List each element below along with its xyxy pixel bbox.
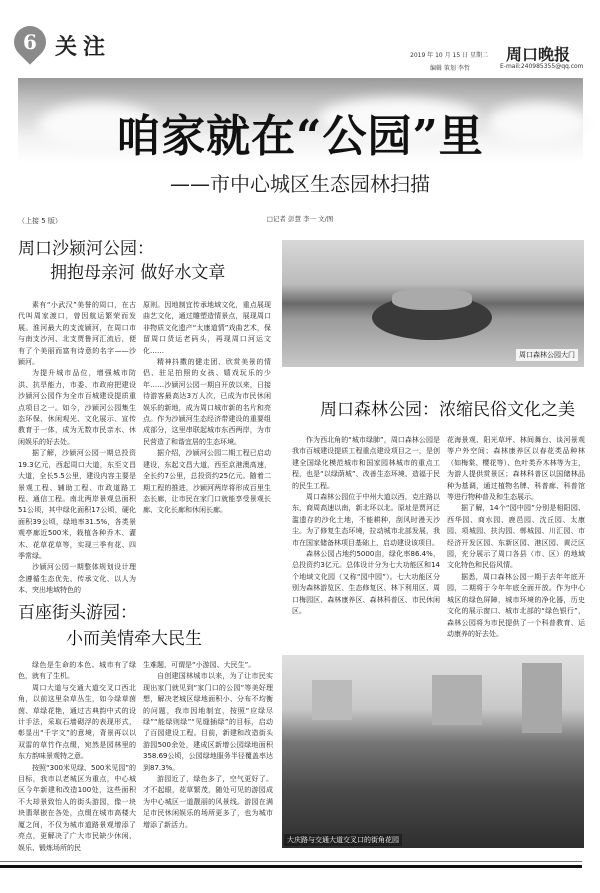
editor-credit: 编辑 策划 李哲: [430, 65, 470, 72]
article3-heading: 百座街头游园：: [18, 603, 137, 623]
paragraph: 据悉，周口森林公园一期于去年年底开园，二期将于今年年底全面开放。作为中心城区的绿色屏障，城市环境的净化器，历史文化的展示窗口、城市北部的“绿色银行”，森林公园将为市民提供了一个科普教育、运动康养的好去处。: [447, 572, 585, 638]
article2-column-1: [292, 435, 440, 647]
section-title: 关注: [55, 34, 112, 60]
issue-date: 2019 年 10 月 15 日 星期二: [410, 52, 488, 59]
page-number: 6: [23, 30, 37, 54]
paragraph: 绿色是生命的本色。城市有了绿色，就有了生机。: [18, 661, 136, 681]
paragraph: 据了解，14个“园中园”分别是相阳园、西华园、商水园、鹿邑园、沈丘园、太康园、项城园、扶沟园、郸城园、川汇园、市经济开发区园、东新区园、港区园、黄泛区园，充分展示了周口各县（市、区）的地域文化特色和民俗风情。: [447, 504, 585, 570]
article1-heading: 周口沙颍河公园：: [18, 239, 154, 259]
article3-column-2: [143, 660, 273, 858]
continued-note: （上接 5 版）: [18, 217, 62, 225]
article1-column-1: [18, 300, 136, 595]
building: [432, 675, 482, 725]
paragraph: 游园近了，绿色多了，空气更好了。才不起眼，花草繁茂，随处可见的游园成为中心城区一道靓丽的风景线。游园在满足市民休闲娱乐的场所更多了，也为城市增添了新活力。: [143, 775, 273, 829]
photo-caption: 周口森林公园大门: [516, 349, 578, 361]
newspaper-logo: 周口晚报: [506, 45, 571, 64]
contact-email: E-mail:240985355@qq.com: [500, 63, 584, 70]
paragraph: 作为西北角的“城市绿肺”，周口森林公园是我市百城建设提质工程重点建设项目之一，是创建全国绿化模范城市和国家园林城市的重点工程，也是“以绿荫城”、改善生态环境、造福于民的民生工程。: [292, 436, 440, 490]
paragraph: 沙颍河公园一期整体规划设计理念遵循生态优先、传承文化、以人为本、突出地域特色的: [18, 563, 136, 595]
article2-column-2: [447, 435, 585, 647]
building: [312, 680, 352, 720]
paragraph: 自创建国林城市以来，为了让市民实现出家门就见到“家门口的公园”等美好理想，解决老城区绿地面积小、分布不均衡的问题，我市因地制宜，按照“应绿尽绿”“能绿则绿”“见缝插绿”的目标，启动了百园建设工程。目前，新建和改造街头游园500余处，建成区新增公园绿地面积358.69公顷，公园绿地服务半径覆盖率达到87.3%。: [143, 672, 273, 772]
stone-monument: [392, 288, 472, 310]
paragraph: 精神抖擞的健走团、欣赏美景的情侣、驻足拍照的女孩、嬉戏玩乐的少年……沙颍河公园一期自开放以来，日接待游客最高达3万人次，已成为市民休闲娱乐的新地，成为周口城市新的名片和亮点。作为沙颍河生态经济带建设的重要组成部分，这里串联起城市东西两岸，为市民营造了和谐宜居的生态环境。: [143, 358, 271, 446]
paragraph: 据介绍，沙颍河公园二期工程已启动建设，东起文昌大道，西至京港澳高速，全长约7公里，总投资约25亿元。随着二期工程的推进，沙颍河两岸将形成百里生态长廊，让市民在家门口就能享受景观长廊、文化长廊和休闲长廊。: [143, 449, 271, 515]
paragraph: 素有“小武汉”美誉的周口，在古代叫周家渡口，曾因航运繁荣而发展。淮河最大的支流颍河，在周口市与南支沙河、北支贾鲁河汇流后，便有了个美丽而富有诗意的名字——沙颍河。: [18, 301, 136, 367]
sub-headline: ——市中心城区生态园林扫描: [170, 172, 430, 196]
main-headline: 咱家就在“公园”里: [116, 111, 484, 162]
paragraph: 为提升城市品位，增强城市防洪、抗旱能力，市委、市政府把建设沙颍河公园作为全市百城建设提质重点项目之一。如今，沙颍河公园集生态环保、休闲观光、文化展示、宣传教育于一体，成为无数市民亲水、休闲娱乐的好去处。: [18, 369, 136, 446]
paragraph: 生难题，可谓是“小游园、大民生”。: [143, 661, 256, 669]
paragraph: 森林公园占地约5000亩，绿化率86.4%，总投资约3亿元。总体设计分为七大功能区和14个地域文化园（又称“园中园”）。七大功能区分别为森林游览区、生态修复区、林下利用区、周口梅园区、森林康养区、森林科普区、市民休闲区。: [292, 550, 440, 616]
photo-caption: 大庆路与交通大道交叉口的街角花园: [284, 834, 402, 846]
paragraph: 按照“300米见绿、500米见园”的目标，我市以老城区为重点，中心城区今年新建和改造100处，这些面积不大却景致怡人的街头游园，像一块块翡翠嵌在各处，点缀在城市高楼大厦之间，不仅为城市道路景观增添了亮点，更解决了广大市民缺少休闲、娱乐、锻炼场所的民: [18, 763, 136, 852]
paragraph: 据了解，沙颍河公园一期总投资19.3亿元，西起周口大道，东至文昌大道，全长5.5公里，建设内容主要是景观工程、辅助工程、市政道路工程、通信工程。南北两岸景观总面积51公顷，其中绿化面积17公顷，硬化面积39公顷，绿地率31.5%，各类景观亭廊近500米，栽植各种乔木、灌木、花草花草等，实现三季有花、四季常绿。: [18, 449, 136, 560]
paragraph: 周口森林公园位于中州大道以西，克庄路以东，商周高速以南，新北环以北。原址是贾河泛滥遗存的沙化土地，不能耕种，刮风时漫天沙尘。为了修复生态环境，拉动城市北部发展，我市在国家储备林项目基础上，启动建设该项目。: [292, 493, 440, 547]
street-corner-garden-photo: [282, 655, 584, 848]
paragraph: 周口大道与交通大道交叉口西北角，以前这里杂草丛生，如今绿草茵茵、草绿花艳，通过古典韵中式的设计手法，采取石墙砌浮的表现形式，彰显出“千字文”的意境，背景再以以双雷的草竹作点缀，宛然是园林里的东方韵味景观特之意。: [18, 683, 136, 761]
bottom-rule: [0, 861, 582, 862]
article3-subheading: 小而美情牵大民生: [66, 629, 202, 649]
article1-column-2: [143, 300, 271, 585]
paragraph: 花海景观、阳光草坪、林间舞台、谈河景观等户外空间；森林康养区以春花类品种林（如梅棠、樱花等）、色叶类乔木林等为主，为游人提供赏景区；森林科普区以国储林品种为基调，通过植物名牌、科普廊、科普馆等进行物种普及和生态展示。: [447, 436, 585, 502]
byline: □记者 彭慧 李一 文/图: [266, 215, 334, 223]
article1-subheading: 拥抱母亲河 做好水文章: [50, 263, 226, 283]
article2-heading: 周口森林公园：浓缩民俗文化之美: [320, 400, 575, 420]
building: [522, 663, 562, 733]
paragraph: 原则。因地制宜传承地域文化，重点展现曲艺文化，通过雕塑造情景点，展现周口非物质文化遗产“太康道情”戏曲艺术，保留周口货运老码头，再现周口河运文化……: [143, 301, 271, 355]
article3-column-1: [18, 660, 136, 858]
forest-park-gate-photo: [282, 240, 584, 367]
bottom-rule-thick: [0, 865, 582, 868]
